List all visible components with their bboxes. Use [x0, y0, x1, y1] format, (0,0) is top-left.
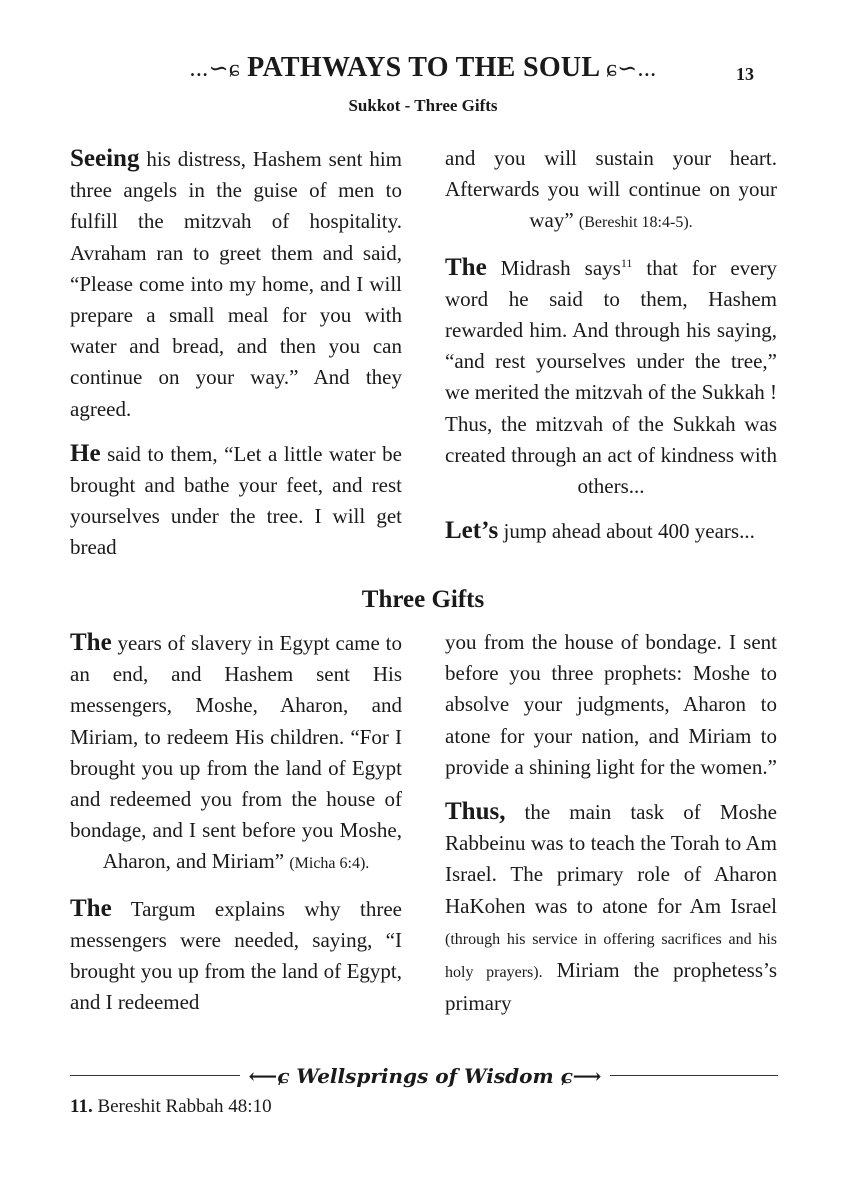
lead-word: Seeing	[70, 145, 140, 172]
column-4	[445, 627, 777, 1032]
lead-word: The	[70, 894, 112, 922]
paragraph	[445, 796, 777, 1019]
page-number: 13	[736, 64, 754, 84]
paragraph-text: Targum explains why three messengers were needed, saying, “I brought you up from the land of Egypt, and I redeemed	[70, 896, 402, 1015]
chapter-subtitle: Sukkot - Three Gifts	[348, 96, 498, 115]
footnote-marker: 11	[620, 255, 633, 270]
column-1	[70, 143, 402, 577]
parenthetical-note: (through his service in offering sacrifices and his holy prayers).	[445, 930, 777, 982]
paragraph	[70, 143, 402, 425]
footer-ornament-right-icon: ɕ⟶	[560, 1064, 602, 1088]
footer-banner-text: Wellsprings of Wisdom	[296, 1064, 554, 1088]
lead-word: He	[70, 439, 101, 467]
paragraph	[70, 893, 402, 1019]
paragraph	[70, 627, 402, 880]
paragraph	[445, 515, 777, 547]
column-2	[445, 143, 777, 560]
footnote-text: Bereshit Rabbah 48:10	[92, 1096, 272, 1117]
lead-word: The	[445, 253, 487, 281]
lead-word: Let’s	[445, 517, 499, 545]
section-heading: Three Gifts	[361, 586, 485, 613]
paragraph-text: and you will sustain your heart. Afterwards you will continue on your way”	[445, 146, 777, 233]
ornament-left-icon: ...∽ɕ	[189, 56, 240, 82]
footnote-number: 11.	[70, 1096, 93, 1117]
paragraph-text: said to them, “Let a little water be brought and bathe your feet, and rest yourselves under the tree. I will get bread	[70, 441, 402, 560]
book-title-text: PATHWAYS TO THE SOUL	[247, 52, 599, 83]
footer-ornament-left-icon: ⟵ɕ	[248, 1064, 290, 1088]
column-3	[70, 627, 402, 1031]
book-title	[0, 52, 846, 84]
paragraph	[445, 627, 777, 783]
source-reference: (Micha 6:4).	[289, 855, 370, 873]
source-reference: (Bereshit 18:4-5).	[578, 214, 693, 232]
paragraph	[70, 438, 402, 564]
paragraph-text: his distress, Hashem sent him three angels in the guise of men to fulfill the mitzvah of hospitality. Avraham ran to greet them and said, “Please come into my home, and I will prepare a small meal for you with water and bread, and then you can continue on your way.” And they agreed.	[70, 147, 402, 421]
paragraph-text: years of slavery in Egypt came to an end, and Hashem sent His messengers, Moshe, Aharon, and Miriam, to redeem His children. “For I brought you up from the land of Egypt and redeemed you from the house of bondage, and I sent before you Moshe, Aharon, and Miriam”	[70, 631, 402, 874]
footnote	[70, 1096, 272, 1118]
paragraph-text: Midrash says	[486, 255, 621, 280]
paragraph-text: jump ahead about 400 years...	[498, 519, 755, 544]
lead-word: The	[70, 629, 112, 656]
running-header	[0, 52, 846, 92]
ornament-right-icon: ɕ∽...	[606, 56, 657, 82]
lead-word: Thus,	[445, 798, 506, 826]
paragraph-text: the main task of Moshe Rabbeinu was to teach the Torah to Am Israel. The primary role of Aharon HaKohen was to atone for Am Israel	[445, 800, 777, 918]
paragraph-text: you from the house of bondage. I sent before you three prophets: Moshe to absolve your judgments, Aharon to atone for your nation, and Miriam to provide a shining light for the women.”	[445, 630, 777, 779]
paragraph-text: that for every word he said to them, Hashem rewarded him. And through his saying, “and rest yourselves under the tree,” we merited the mitzvah of the Sukkah ! Thus, the mitzvah of the Sukkah was created through an act of kindness with others...	[445, 255, 777, 499]
paragraph-text: Miriam the prophetess’s primary	[445, 958, 778, 1016]
paragraph	[445, 252, 777, 503]
paragraph	[445, 143, 777, 239]
footer-banner	[240, 1062, 610, 1090]
